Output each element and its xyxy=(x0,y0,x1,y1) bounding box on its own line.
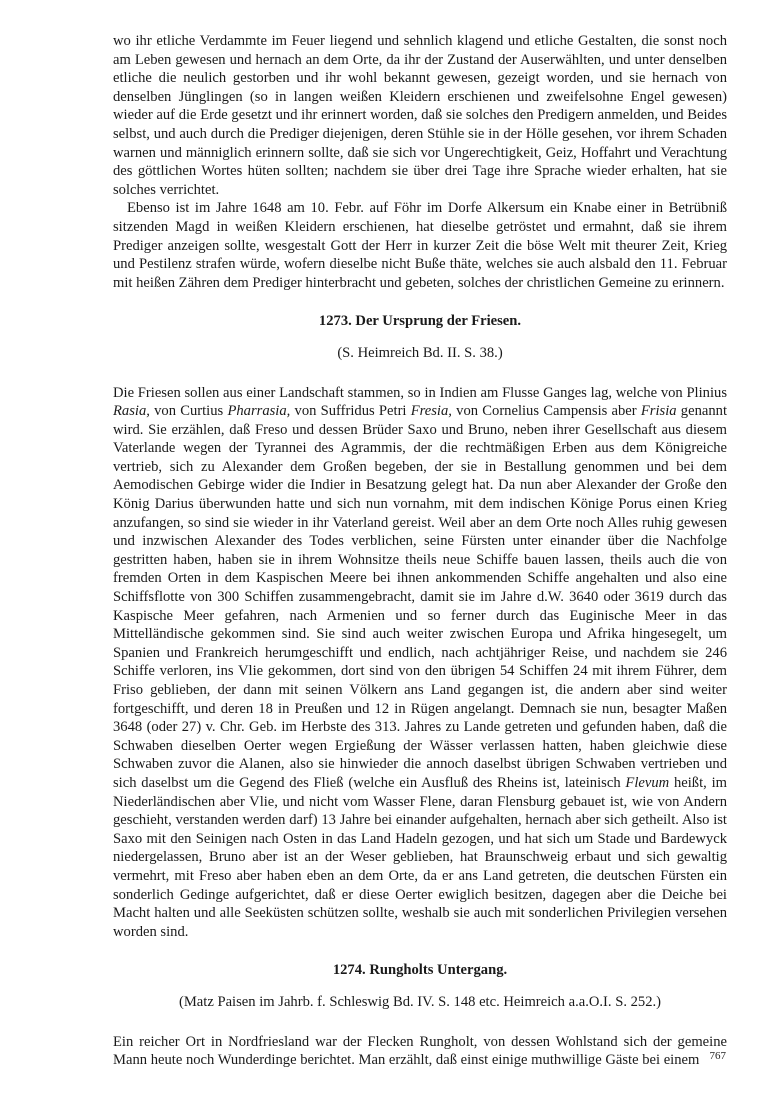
text-run: heißt, im Niederländischen aber Vlie, und nicht vom Wasser Flene, daran Flensburg gebauet ist, wie von Andern geschieht, verstanden werden darf) 13 Jahre bei einander aufgehalten, hernach aber sich getheilt. Also ist Saxo mit den Seinigen nach Osten in das Land Hadeln gezogen, und hat sich um Stade und Bardewyck niedergelassen, Bruno aber ist an der Weser geblieben, hat Braunschweig erbaut und sich gewaltig vermehrt, mit Freso aber haben eben an dem Orte, da er ans Land getreten, die deutschen Fürsten ein sonderlich Gedinge aufgerichtet, daß er diese Oerter ewiglich besitzen, dagegen aber die Deiche bei Macht halten und alle Seeküsten schützen sollte, weshalb sie auch mit sonderlichen Privilegien versehen worden sind. xyxy=(113,774,727,940)
text-run: von Cornelius Campensis aber xyxy=(451,403,641,420)
page-body xyxy=(113,32,727,1070)
italic-term-flevum: Flevum xyxy=(625,774,670,791)
italic-term-rasia: Rasia, xyxy=(113,403,150,420)
paragraph-vision-continuation: wo ihr etliche Verdammte im Feuer liegend und sehnlich klagend und etliche Gestalten, die sonst noch am Leben gewesen und hernach an dem Orte, da ihr der Zustand der Auserwählten, und unter denselben etliche die neulich gestorben und ihr wohl bekannt gewesen, gezeigt worden, und sie hernach von denselben Jünglingen (so in langen weißen Kleidern erschienen und zweifelsohne Engel gewesen) wieder auf die Erde gesetzt und ihr erinnert worden, daß sie solches den Predigern anmelden, und Beides selbst, und auch durch die Prediger diejenigen, deren Stühle sie in der Hölle gesehen, vor ihrem Schaden warnen und männiglich erinnern sollte, daß sie sich vor Ungerechtigkeit, Geiz, Hoffahrt und Verachtung des göttlichen Wortes hüten sollten; nachdem sie über drei Tage ihre Sprache wieder erhalten, hat sie solches verrichtet. xyxy=(113,33,727,198)
italic-term-fresia: Fresia, xyxy=(410,403,452,420)
text-run: von Suffridus Petri xyxy=(290,403,411,420)
italic-term-frisia: Frisia xyxy=(640,403,677,420)
paragraph-friesen-origin xyxy=(113,384,727,942)
source-citation-1274: (Matz Paisen im Jahrb. f. Schleswig Bd. IV. S. 148 etc. Heimreich a.a.O.I. S. 252.) xyxy=(178,993,662,1010)
text-run: Die Friesen sollen aus einer Landschaft stammen, so in Indien am Flusse Ganges lag, welche von Plinius xyxy=(113,384,727,401)
text-run: von Curtius xyxy=(149,403,228,420)
page-number: 767 xyxy=(709,1050,726,1062)
source-citation-1273: (S. Heimreich Bd. II. S. 38.) xyxy=(337,344,503,361)
section-heading-1273: 1273. Der Ursprung der Friesen. xyxy=(318,313,522,330)
italic-term-pharrasia: Pharrasia, xyxy=(227,403,291,420)
text-run: genannt wird. Sie erzählen, daß Freso und dessen Brüder Saxo und Bruno, neben ihrer Gesellschaft aus diesem Vaterlande wegen der Tyrannei des Agrammis, der die rechtmäßigen Erben aus dem Königreiche vertrieb, sich zu Alexander dem Großen begeben, der sie in Bestallung genommen und bei dem Aemodischen Gebirge wider die Indier in Besatzung gelegt hat. Da nun aber Alexander der Große den König Darius überwunden hatte und sich nun vornahm, mit dem indischen Könige Porus einen Krieg anzufangen, so sind sie wieder in ihr Vaterland gereist. Weil aber an dem Orte noch Alles ruhig gewesen und inzwischen Alexander des Todes verblichen, seine Fürsten unter einander über die Nachfolge gestritten haben, haben sie in ihrem Wohnsitze theils neue Schiffe bauen lassen, theils auch die von fremden Orten in dem Kaspischen Meere bei ihnen ankommenden Schiffe angehalten und also eine Schiffsflotte von 300 Schiffen zusammengebracht, damit sie im Jahre d.W. 3640 oder 3619 durch das Kaspische Meer gefahren, nach Armenien und so ferner durch das Euginische Meer in das Mittelländische gekommen sind. Sie sind auch weiter zwischen Europa und Afrika hingesegelt, um Spanien und Frankreich herumgeschifft und endlich, nach achtjähriger Reise, und nachdem sie 246 Schiffe verloren, ins Vlie gekommen, dort sind von den übrigen 54 Schiffen 24 mit ihrem Führer, dem Friso geblieben, der dann mit seinen Völkern ans Land gegangen ist, die andern aber sind weiter fortgeschifft, und deren 18 in Preußen und 12 in Rügen angelangt. Demnach sie nun, besagter Maßen 3648 (oder 27) v. Chr. Geb. im Herbste des 313. Jahres zu Lande getreten und gefunden haben, daß die Schwaben dieselben Oerter wegen Ergießung der Wässer verlassen hatten, haben gleichwie diese Schwaben zuvor die Alanen, also sie hinwieder die annoch daselbst übrigen Schwaben vertrieben und sich daselbst um die Gegend des Fließ (welche ein Ausfluß des Rheins ist, lateinisch xyxy=(113,403,728,791)
paragraph-alkersum: Ebenso ist im Jahre 1648 am 10. Febr. auf Föhr im Dorfe Alkersum ein Knabe einer in Betrübniß sitzenden Magd in weißen Kleidern erschienen, hat dieselbe getröstet und ermahnt, daß sie ihrem Prediger anzeigen sollte, wesgestalt Gott der Herr in kurzer Zeit die böse Welt mit theurer Zeit, Krieg und Pestilenz strafen würde, wofern dieselbe nicht Buße thäte, welches sie auch alsbald den 11. Februar mit heißen Zähren dem Prediger hinterbracht und gebeten, solches der christlichen Gemeine zu erinnern. xyxy=(113,200,727,291)
paragraph-rungholt: Ein reicher Ort in Nordfriesland war der Flecken Rungholt, von dessen Wohlstand sich der gemeine Mann heute noch Wunderdinge berichtet. Man erzählt, daß einst einige muthwillige Gäste bei einem xyxy=(113,1033,727,1069)
section-heading-1274: 1274. Rungholts Untergang. xyxy=(332,962,508,979)
